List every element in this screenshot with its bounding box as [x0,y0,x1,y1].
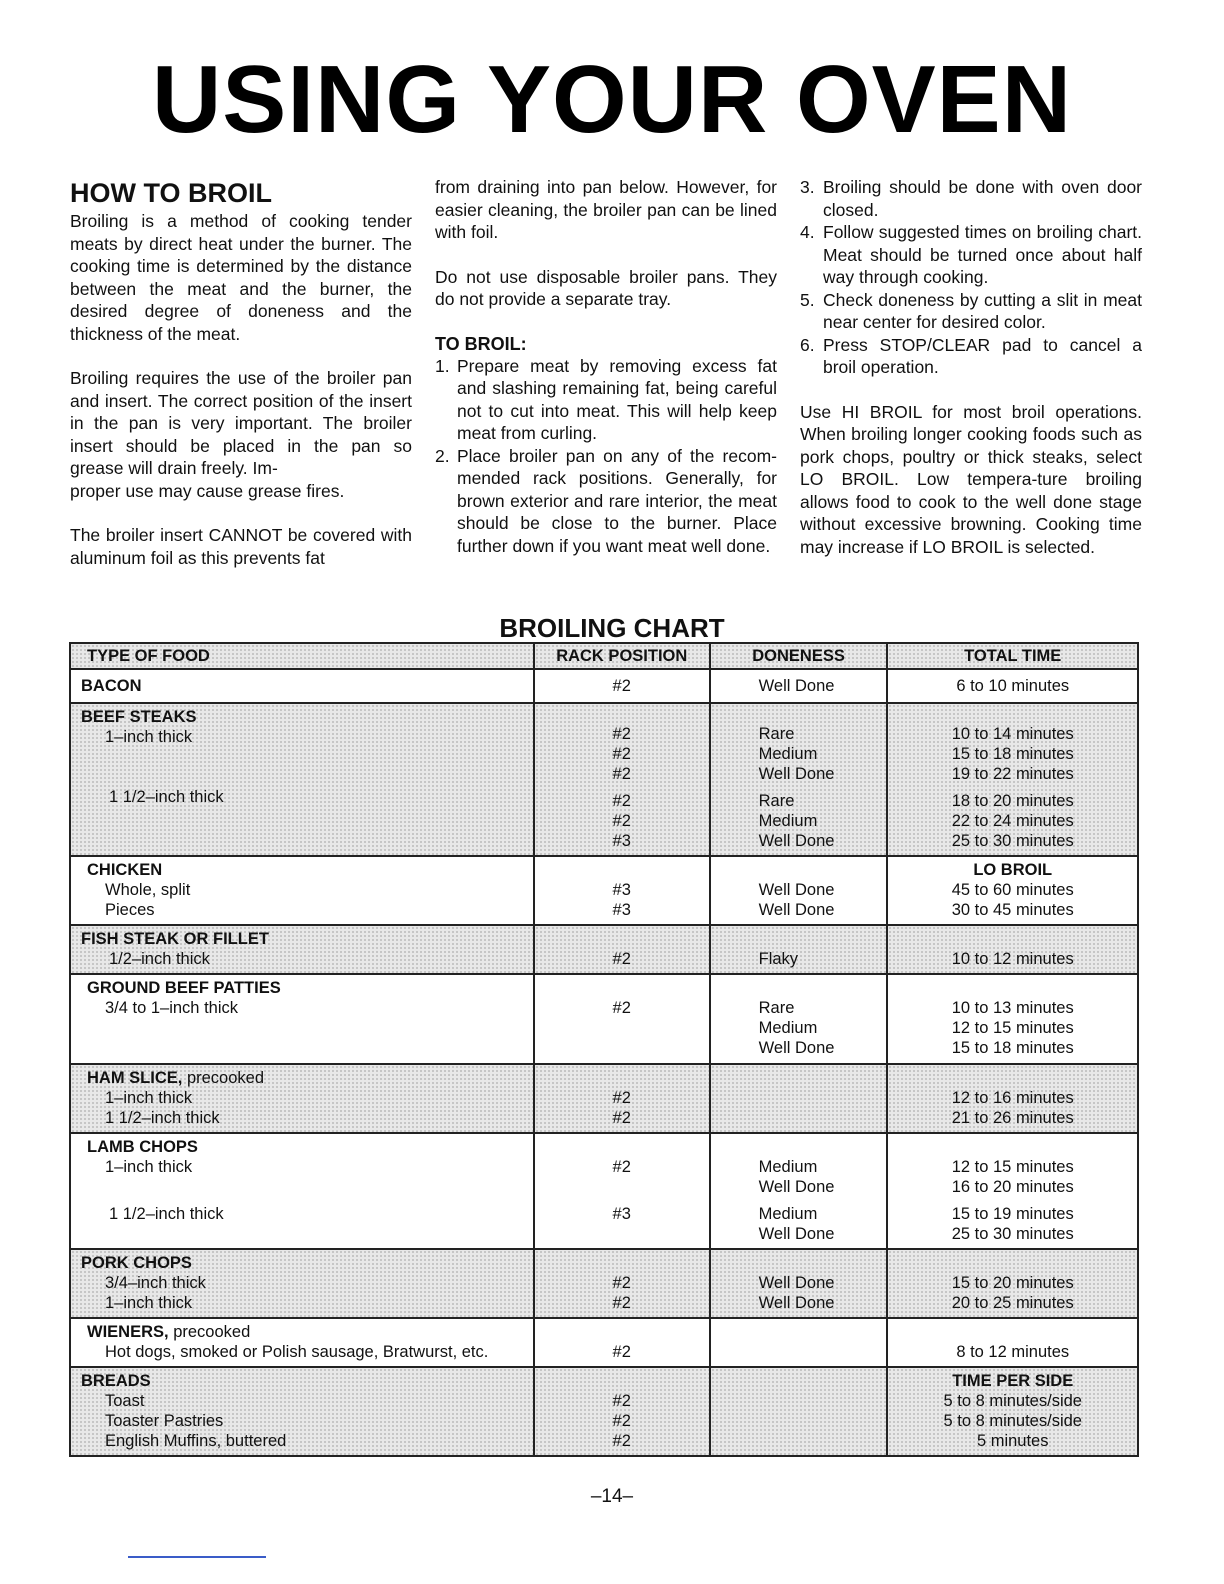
doneness-value: Flaky [758,950,799,968]
table-row-fish [70,925,1138,974]
doneness-value: Well Done [758,1178,835,1196]
step-text: Prepare meat by removing excess fat and slashing remaining fat, being careful not to cut into meat. This will help keep meat from curling. [457,355,777,443]
hi-lo-broil-note: Use HI BROIL for most broil operations. When broiling longer cooking foods such as pork chops, poultry or thick steaks, select LO BROIL. Low tempera-ture broiling allows food to cook to the well done stage without excessive browning. Cooking time may increase if LO BROIL is selected. [800,401,1142,557]
time-value: 25 to 30 minutes [951,1225,1074,1243]
time-value: 5 to 8 minutes/side [943,1412,1082,1430]
thickness-label: 1–inch thick [105,1294,193,1312]
time-value: 18 to 20 minutes [951,792,1074,810]
doneness-cell [710,1367,888,1456]
header-type-of-food: TYPE OF FOOD [70,643,534,669]
rack-value: #2 [612,812,631,830]
doneness-value: Well Done [758,1225,835,1243]
thickness-label: 1–inch thick [105,728,193,746]
doneness-value: Well Done [758,901,835,919]
broiler-pan-paragraph [70,367,412,502]
broiling-intro-paragraph: Broiling is a method of cooking tender meats by direct heat under the burner. The cooking time is determined by the distance between the meat and the burner, the desired degree of doneness and the thickness of the meat. [70,211,412,344]
time-cell [887,1133,1138,1249]
time-value: 15 to 18 minutes [951,745,1074,763]
time-value: 22 to 24 minutes [951,812,1074,830]
header-doneness: DONENESS [710,643,888,669]
step-number: 5. [800,289,815,310]
rack-value: #2 [612,765,631,783]
food-cell [70,1318,534,1367]
rack-cell [534,974,710,1064]
time-value: 10 to 12 minutes [951,950,1074,968]
time-value: 12 to 15 minutes [951,1158,1074,1176]
food-name: BEEF STEAKS [81,708,197,726]
disposable-pans-paragraph: Do not use disposable broiler pans. They do not provide a separate tray. [435,266,777,309]
doneness-value: Well Done [758,881,835,899]
doneness-value: Medium [758,745,818,763]
step-number: 4. [800,222,815,242]
time-value: 30 to 45 minutes [951,901,1074,919]
step-4 [800,221,1142,289]
food-heading [77,1068,527,1088]
page-title: USING YOUR OVEN [151,46,1073,153]
lo-broil-note: LO BROIL [973,861,1053,879]
rack-value: #2 [612,1412,631,1430]
cut-label: Whole, split [105,881,191,899]
table-row-bacon [70,669,1138,703]
rack-cell [534,925,710,974]
time-per-side-header: TIME PER SIDE [952,1372,1074,1390]
thickness-label: 1–inch thick [105,1158,193,1176]
rack-value: #2 [612,1343,631,1361]
step-text: Place broiler pan on any of the recom-mended rack positions. Generally, for brown exterior and rare interior, the meat should be close to the burner. Place further down if you want meat well done. [457,445,777,556]
broiler-pan-text-end: proper use may cause grease fires. [70,480,345,501]
doneness-cell [710,1133,888,1249]
time-cell [887,1064,1138,1133]
table-row-breads [70,1367,1138,1456]
step-2 [435,445,777,558]
step-text: Follow suggested times on broiling chart. Meat should be turned once about half way through cooking. [823,222,1142,287]
time-value: 12 to 15 minutes [951,1019,1074,1037]
thickness-label: 1–inch thick [105,1089,193,1107]
time-value: 15 to 18 minutes [951,1039,1074,1057]
food-qualifier: precooked [186,1069,264,1087]
table-row-ground-beef [70,974,1138,1064]
rack-value: #2 [612,1294,631,1312]
rack-value: #2 [612,1109,631,1127]
rack-value: #2 [612,792,631,810]
rack-value: #2 [612,1158,631,1176]
time-value: 12 to 16 minutes [951,1089,1074,1107]
doneness-value: Rare [758,999,795,1017]
food-cell [70,1133,534,1249]
doneness-value: Well Done [758,1274,835,1292]
rack-value: #2 [612,1432,631,1450]
rack-value: #3 [612,881,631,899]
thickness-label: 3/4 to 1–inch thick [105,999,238,1017]
thickness-label: 1 1/2–inch thick [109,1205,224,1223]
step-5 [800,289,1142,334]
doneness-value: Rare [758,725,795,743]
bread-label: English Muffins, buttered [105,1432,287,1450]
rack-value: #2 [612,999,631,1017]
to-broil-heading: TO BROIL: [435,333,527,354]
rack-cell [534,1064,710,1133]
step-6 [800,334,1142,379]
broiler-pan-text: Broiling requires the use of the broiler pan and insert. The correct position of the insert in the pan is very important. The broiler insert should be placed in the pan so grease will drain freely. Im- [70,368,412,478]
time-value: 5 minutes [976,1432,1049,1450]
table-row-chicken [70,856,1138,925]
time-value: 15 to 20 minutes [951,1274,1074,1292]
step-number: 6. [800,334,815,355]
doneness-value: Rare [758,792,795,810]
time-cell [887,1318,1138,1367]
rack-value: #2 [612,1089,631,1107]
time-value: 20 to 25 minutes [951,1294,1074,1312]
doneness-value: Well Done [758,765,835,783]
food-name: LAMB CHOPS [87,1138,198,1156]
table-header-row [70,643,1138,669]
time-value: 25 to 30 minutes [951,832,1074,850]
text-column-3 [800,176,1142,558]
foil-warning-continued: from draining into pan below. However, for easier cleaning, the broiler pan can be lined with foil. [435,177,777,242]
rack-value: #2 [612,725,631,743]
rack-value: #2 [612,745,631,763]
food-name: FISH STEAK OR FILLET [81,930,269,948]
food-name: WIENERS, [87,1323,169,1341]
food-name: HAM SLICE, [87,1069,183,1087]
header-rack-position: RACK POSITION [534,643,710,669]
step-number: 1. [435,355,450,376]
doneness-cell [710,856,888,925]
time-value: 5 to 8 minutes/side [943,1392,1082,1410]
food-cell [70,925,534,974]
doneness-cell [710,1249,888,1318]
doneness-cell [710,974,888,1064]
step-text: Check doneness by cutting a slit in meat near center for desired color. [823,289,1142,332]
scan-artifact-line [128,1556,266,1558]
bread-label: Toast [105,1392,145,1410]
doneness-value: Well Done [758,1294,835,1312]
thickness-label: 3/4–inch thick [105,1274,206,1292]
doneness-value: Medium [758,812,818,830]
time-cell [887,703,1138,856]
text-column-2 [435,176,777,557]
table-row-wieners [70,1318,1138,1367]
table-row-ham-slice [70,1064,1138,1133]
time-cell: 6 to 10 minutes [887,669,1138,703]
food-heading [77,1322,527,1342]
rack-cell [534,1318,710,1367]
food-name: BREADS [81,1372,151,1390]
step-text: Broiling should be done with oven door closed. [823,177,1142,220]
table-row-beef-steaks [70,703,1138,856]
rack-value: #3 [612,901,631,919]
bread-label: Toaster Pastries [105,1412,224,1430]
rack-cell [534,856,710,925]
wieners-types: Hot dogs, smoked or Polish sausage, Bratwurst, etc. [105,1343,489,1361]
text-column-1 [70,176,412,569]
step-3 [800,176,1142,221]
food-name: GROUND BEEF PATTIES [87,979,281,997]
doneness-value: Medium [758,1205,818,1223]
cut-label: Pieces [105,901,155,919]
doneness-value: Medium [758,1158,818,1176]
doneness-cell [710,925,888,974]
time-cell [887,925,1138,974]
thickness-label: 1 1/2–inch thick [105,1109,220,1127]
broiling-chart-table [69,642,1139,1457]
time-value: 8 to 12 minutes [956,1343,1070,1361]
time-value: 16 to 20 minutes [951,1178,1074,1196]
doneness-cell [710,703,888,856]
time-value: 15 to 19 minutes [951,1205,1074,1223]
time-value: 10 to 13 minutes [951,999,1074,1017]
step-text: Press STOP/CLEAR pad to cancel a broil operation. [823,334,1142,377]
doneness-cell [710,1064,888,1133]
doneness-cell: Well Done [710,669,888,703]
rack-value: #3 [612,1205,631,1223]
food-cell [70,974,534,1064]
rack-cell [534,703,710,856]
rack-cell [534,1249,710,1318]
to-broil-steps-1 [435,355,777,558]
rack-cell: #2 [534,669,710,703]
food-qualifier: precooked [173,1323,251,1341]
chart-title-text: BROILING CHART [499,613,725,643]
doneness-cell [710,1318,888,1367]
header-total-time: TOTAL TIME [887,643,1138,669]
time-value: 10 to 14 minutes [951,725,1074,743]
step-1 [435,355,777,445]
broiling-chart-title [0,612,1224,644]
page-number: –14– [590,1486,634,1507]
rack-cell [534,1133,710,1249]
doneness-value: Medium [758,1019,818,1037]
time-cell [887,1249,1138,1318]
food-cell [70,703,534,856]
table-row-pork-chops [70,1249,1138,1318]
food-cell [70,1249,534,1318]
food-cell [70,1367,534,1456]
time-cell [887,856,1138,925]
rack-value: #2 [612,1274,631,1292]
table-row-lamb-chops [70,1133,1138,1249]
thickness-label: 1 1/2–inch thick [109,788,224,806]
rack-cell [534,1367,710,1456]
step-number: 3. [800,177,815,197]
food-name: PORK CHOPS [81,1254,192,1272]
doneness-value: Well Done [758,832,835,850]
step-number: 2. [435,445,450,466]
food-name: BACON [70,669,534,703]
time-value: 19 to 22 minutes [951,765,1074,783]
rack-value: #3 [612,832,631,850]
food-cell [70,1064,534,1133]
rack-value: #2 [612,1392,631,1410]
doneness-value: Well Done [758,1039,835,1057]
time-value: 21 to 26 minutes [951,1109,1074,1127]
food-cell [70,856,534,925]
time-cell [887,974,1138,1064]
foil-warning-paragraph: The broiler insert CANNOT be covered with aluminum foil as this prevents fat [70,525,412,568]
time-cell [887,1367,1138,1456]
thickness-label: 1/2–inch thick [109,950,210,968]
how-to-broil-heading: HOW TO BROIL [70,178,272,208]
food-name: CHICKEN [87,861,163,879]
to-broil-steps-2 [800,176,1142,379]
time-value: 45 to 60 minutes [951,881,1074,899]
rack-value: #2 [612,950,631,968]
